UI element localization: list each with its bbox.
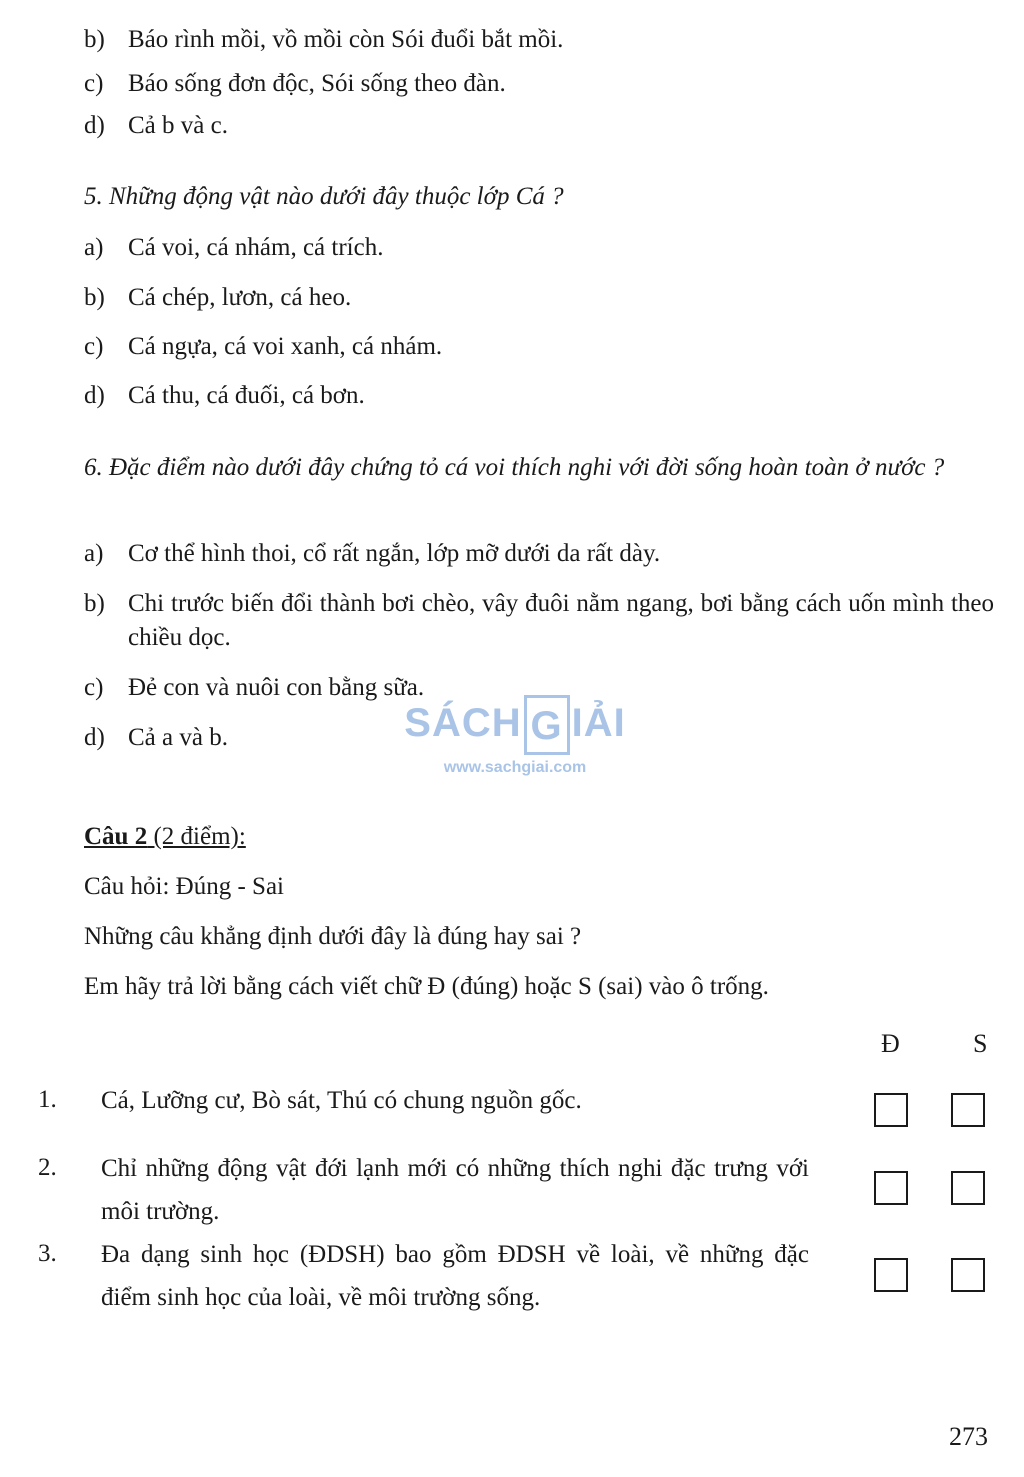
watermark-brand-left: SÁCH (404, 701, 522, 745)
option-letter: c) (84, 674, 104, 701)
option-text: Cá chép, lươn, cá heo. (128, 284, 352, 311)
cau2-line-1: Câu hỏi: Đúng - Sai (84, 873, 284, 900)
cau2-heading (84, 820, 246, 854)
statement-text: Cá, Lưỡng cư, Bò sát, Thú có chung nguồn gốc. (101, 1087, 582, 1114)
option-text: Báo sống đơn độc, Sói sống theo đàn. (128, 70, 506, 97)
answer-box-dung-2[interactable] (874, 1171, 908, 1205)
statement-number: 2. (38, 1154, 57, 1181)
watermark-url: www.sachgiai.com (443, 759, 587, 776)
answer-box-dung-1[interactable] (874, 1093, 908, 1127)
column-header-dung: Đ (881, 1029, 900, 1058)
option-text: Cả b và c. (128, 112, 228, 139)
watermark-brand-right: IẢI (571, 701, 626, 745)
option-letter: c) (84, 70, 104, 97)
option-text: Đẻ con và nuôi con bằng sữa. (128, 674, 425, 701)
option-text: Chi trước biến đổi thành bơi chèo, vây đuôi nằm ngang, bơi bằng cách uốn mình theo chiều dọc. (128, 590, 994, 651)
option-text: Cá voi, cá nhám, cá trích. (128, 234, 384, 261)
column-header-sai: S (973, 1029, 988, 1058)
option-letter: c) (84, 333, 104, 360)
cau2-heading-rest: (2 điểm): (147, 823, 246, 850)
page-number: 273 (949, 1422, 988, 1451)
answer-box-sai-2[interactable] (951, 1171, 985, 1205)
option-text: Cả a và b. (128, 724, 228, 751)
option-letter: b) (84, 284, 105, 311)
option-letter: b) (84, 590, 105, 617)
option-text: Cá thu, cá đuối, cá bơn. (128, 382, 365, 409)
q6-question: 6. Đặc điểm nào dưới đây chứng tỏ cá voi thích nghi với đời sống hoàn toàn ở nước ? (84, 454, 945, 481)
statement-text: Đa dạng sinh học (ĐDSH) bao gồm ĐDSH về loài, về những đặc điểm sinh học của loài, về môi trường sống. (101, 1241, 809, 1311)
answer-box-dung-3[interactable] (874, 1258, 908, 1292)
option-text: Cá ngựa, cá voi xanh, cá nhám. (128, 333, 443, 360)
answer-box-sai-3[interactable] (951, 1258, 985, 1292)
statement-number: 3. (38, 1240, 57, 1267)
option-letter: b) (84, 26, 105, 53)
option-letter: d) (84, 112, 105, 139)
option-letter: a) (84, 540, 104, 567)
option-text: Báo rình mồi, vồ mồi còn Sói đuổi bắt mồi. (128, 26, 564, 53)
answer-box-sai-1[interactable] (951, 1093, 985, 1127)
option-letter: a) (84, 234, 104, 261)
cau2-heading-bold: Câu 2 (84, 823, 148, 850)
cau2-line-3: Em hãy trả lời bằng cách viết chữ Đ (đúng) hoặc S (sai) vào ô trống. (84, 973, 769, 1000)
watermark-g-box: G (524, 695, 570, 755)
q5-question: 5. Những động vật nào dưới đây thuộc lớp Cá ? (84, 183, 564, 210)
option-text: Cơ thể hình thoi, cổ rất ngắn, lớp mỡ dưới da rất dày. (128, 540, 661, 567)
option-letter: d) (84, 382, 105, 409)
cau2-line-2: Những câu khẳng định dưới đây là đúng hay sai ? (84, 923, 582, 950)
statement-number: 1. (38, 1086, 57, 1113)
option-letter: d) (84, 724, 105, 751)
statement-text: Chỉ những động vật đới lạnh mới có những thích nghi đặc trưng với môi trường. (101, 1155, 809, 1225)
